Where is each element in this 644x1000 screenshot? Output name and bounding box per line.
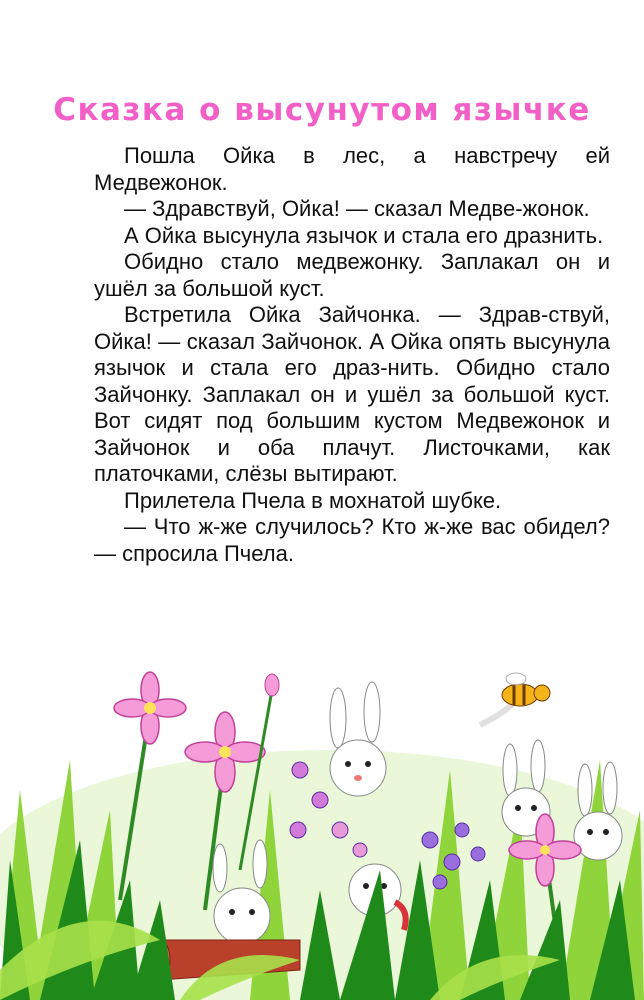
meadow-illustration xyxy=(0,640,644,1000)
paragraph: — Что ж-же случилось? Кто ж-же вас обидел? — спросила Пчела. xyxy=(94,514,610,566)
paragraph: Пошла Ойка в лес, а навстречу ей Медвежонок. xyxy=(94,143,610,195)
story-text xyxy=(94,143,610,567)
paragraph: — Здравствуй, Ойка! — сказал Медве-жонок. xyxy=(124,196,590,221)
paragraph: А Ойка высунула язычок и стала его дразнить. xyxy=(124,222,604,248)
page-title: Сказка о высунутом язычке xyxy=(53,92,591,128)
paragraph: Обидно стало медвежонку. Заплакал он и ушёл за большой куст. xyxy=(94,249,610,301)
rabbit xyxy=(330,682,386,796)
paragraph: Прилетела Пчела в мохнатой шубке. xyxy=(124,487,502,513)
bee xyxy=(480,673,550,725)
paragraph: Встретила Ойка Зайчонка. — Здрав-ствуй, Ойка! — сказал Зайчонок. А Ойка опять высунула язычок и стала его драз-нить. Обидно стало Зайчонку. Заплакал он и ушёл за большой куст. Вот сидят под большим кустом Медвежонок и Зайчонок и оба плачут. Листочками, как платочками, слёзы вытирают. xyxy=(94,302,610,486)
